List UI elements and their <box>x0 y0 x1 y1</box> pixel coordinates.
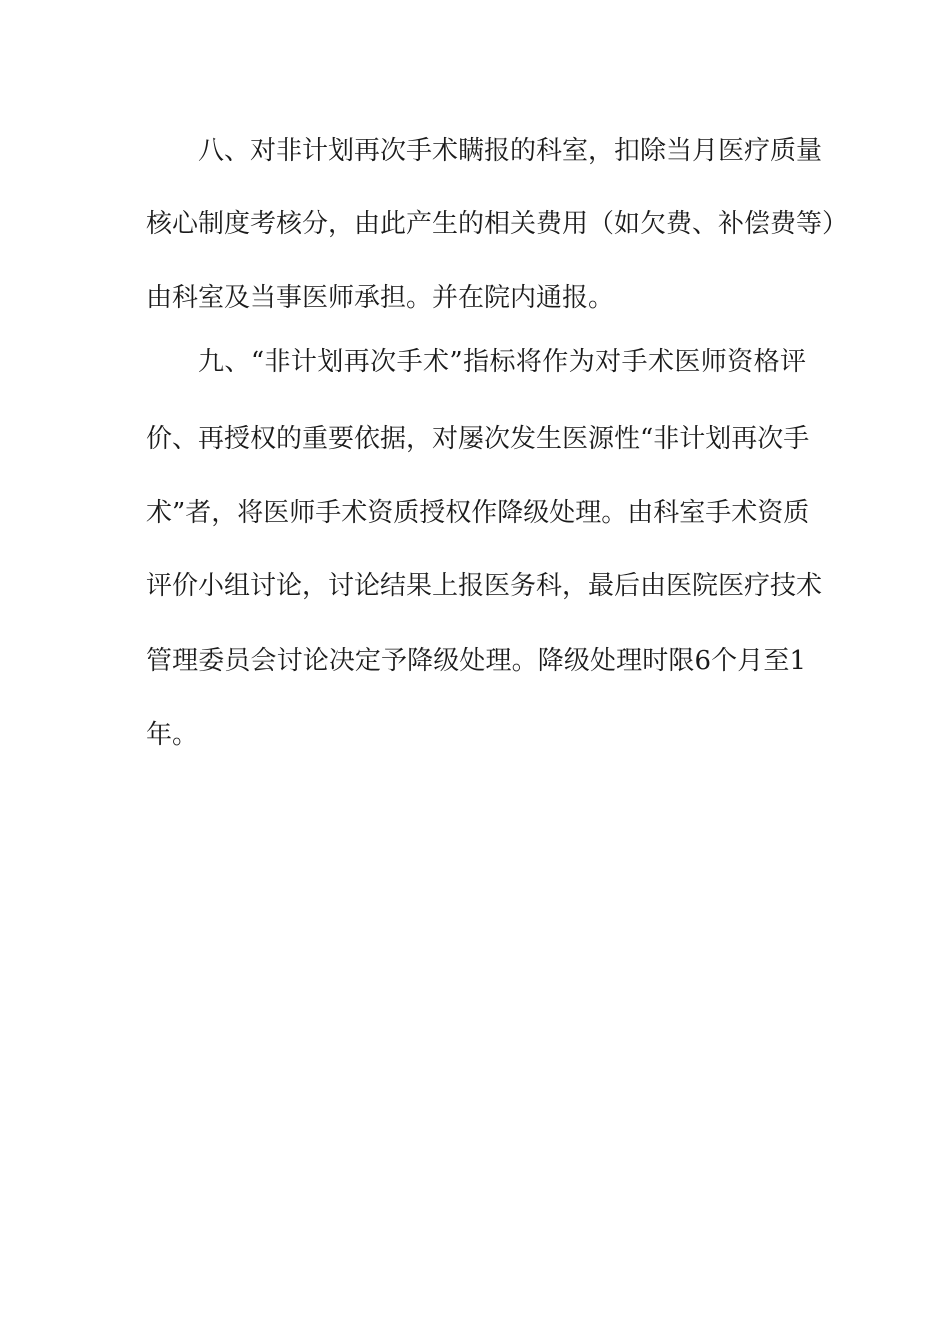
paragraph-line: 术”者，将医师手术资质授权作降级处理。由科室手术资质 <box>146 498 810 528</box>
paragraph-line: 价、再授权的重要依据，对屡次发生医源性“非计划再次手 <box>146 424 810 454</box>
paragraph-line: 由科室及当事医师承担。并在院内通报。 <box>146 283 615 313</box>
paragraph-line: 核心制度考核分，由此产生的相关费用（如欠费、补偿费等） <box>146 209 849 239</box>
paragraph-line: 九、“非计划再次手术”指标将作为对手术医师资格评 <box>198 347 806 377</box>
paragraph-line: 八、对非计划再次手术瞒报的科室，扣除当月医疗质量 <box>198 136 823 166</box>
paragraph-line: 年。 <box>146 720 199 750</box>
paragraph-line: 管理委员会讨论决定予降级处理。降级处理时限6个月至1 <box>146 646 806 676</box>
paragraph-line: 评价小组讨论，讨论结果上报医务科，最后由医院医疗技术 <box>146 571 823 601</box>
